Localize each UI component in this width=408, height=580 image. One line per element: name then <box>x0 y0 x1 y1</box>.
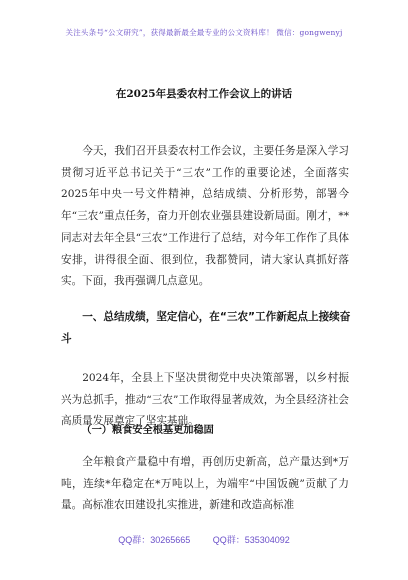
page-title: 在2025年县委农村工作会议上的讲话 <box>115 88 293 100</box>
footer-contact <box>0 533 408 546</box>
subsection1-paragraph: 全年粮食产量稳中有增，再创历史新高，总产量达到*万吨，连续*年稳定在*万吨以上，为端牢“中国饭碗”贡献了力量。高标准农田建设扎实推进，新建和改造高标准 <box>61 456 349 512</box>
footer-qq-group-1: QQ群：30265665 <box>118 535 191 545</box>
footer-qq-group-2: QQ群：535304092 <box>212 535 290 545</box>
subsection-heading-1: （一）粮食安全根基更加稳固 <box>81 425 214 436</box>
section1-paragraph: 2024年，全县上下坚决贯彻党中央决策部署，以乡村振兴为总抓手，推动“三农”工作取得显著成效，为全县经济社会高质量发展奠定了坚实基础。 <box>61 372 349 428</box>
promo-banner: 关注头条号“公文研究”，获得最新最全最专业的公文资料库！ 微信：gongwenyj <box>65 28 343 37</box>
intro-paragraph: 今天，我们召开县委农村工作会议，主要任务是深入学习贯彻习近平总书记关于“三农”工作的重要论述，全面落实2025年中央一号文件精神，总结成绩、分析形势，部署今年“三农”重点任务，奋力开创农业强县建设新局面。刚才，**同志对去年全县“三农”工作进行了总结，对今年工作作了具体安排，讲得很全面、很到位，我都赞同，请大家认真抓好落实。下面，我再强调几点意见。 <box>61 145 349 288</box>
section-heading-1: 一、总结成绩，坚定信心，在“三农”工作新起点上接续奋斗 <box>61 311 351 345</box>
